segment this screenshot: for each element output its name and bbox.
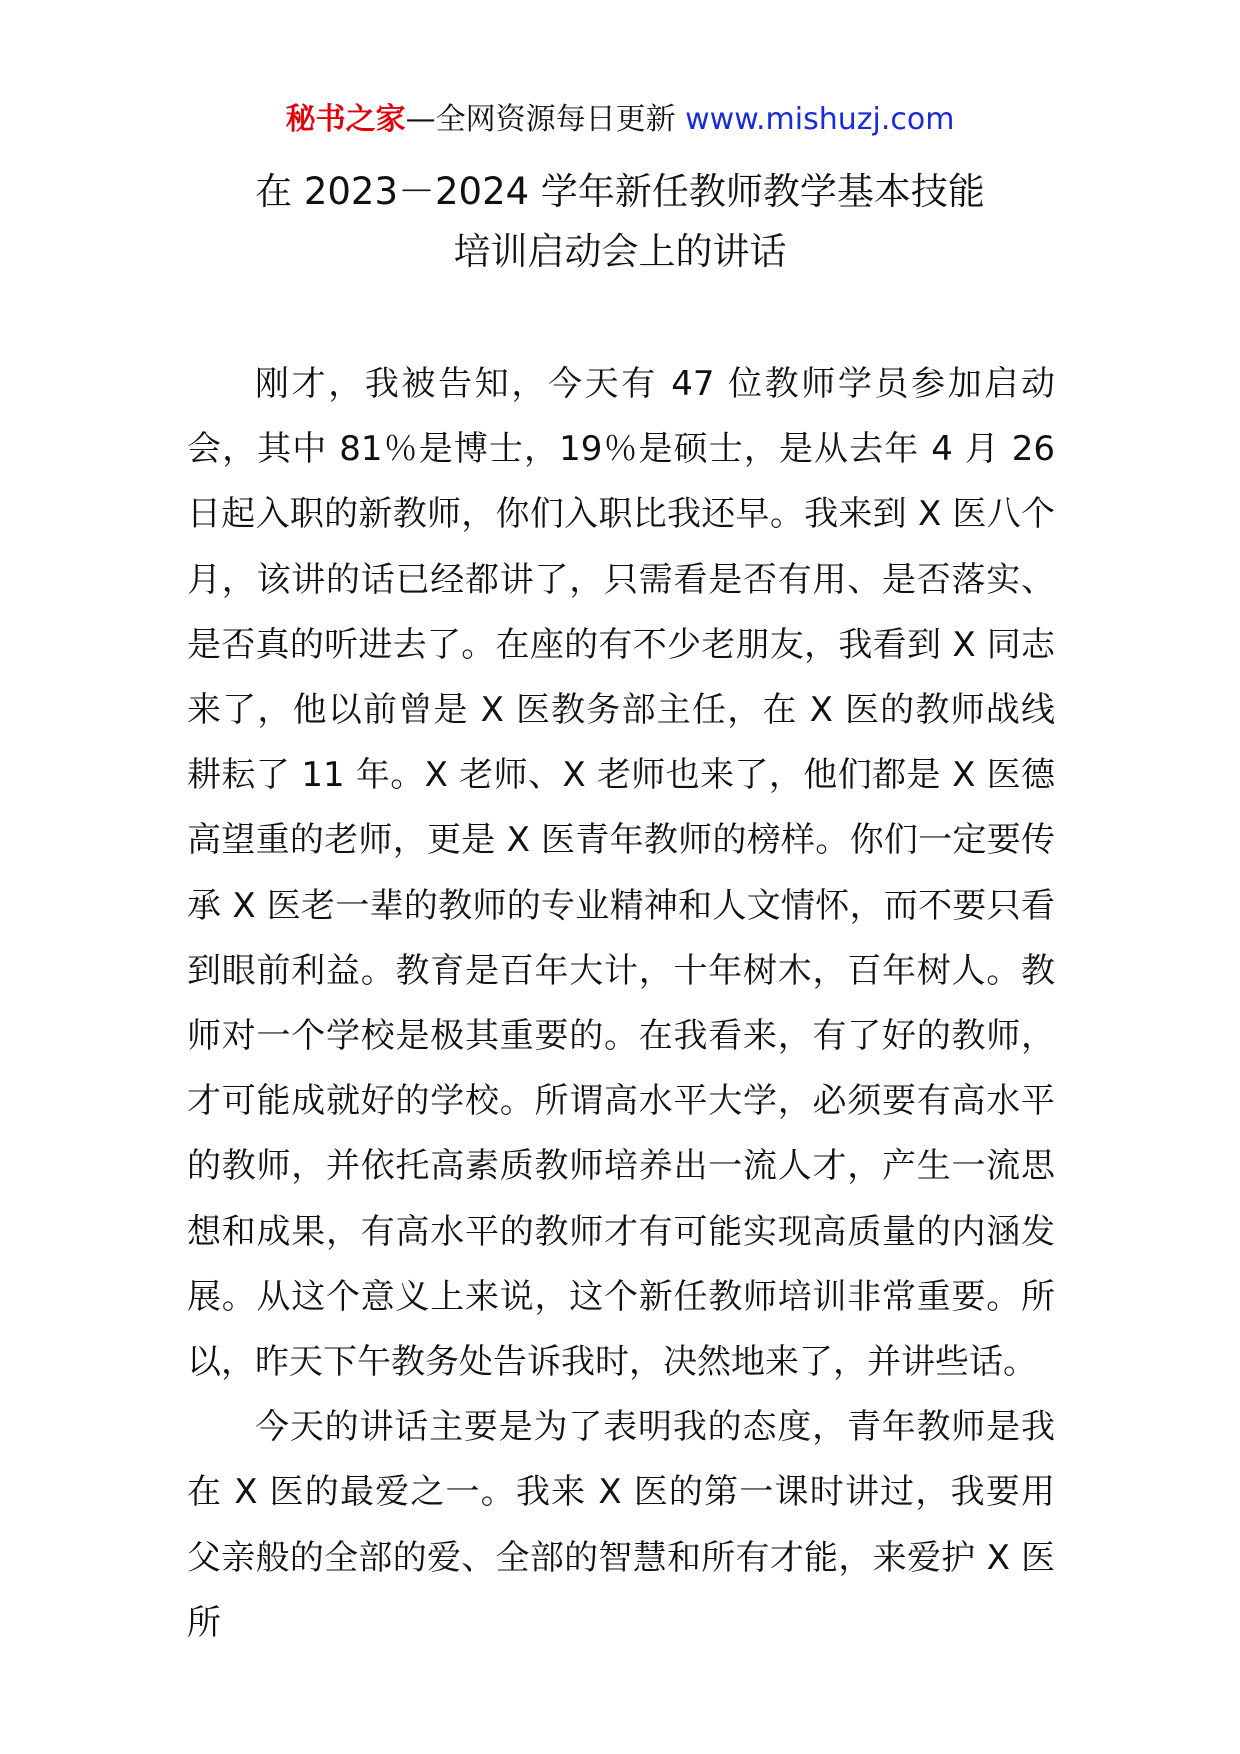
document-body [187, 352, 1055, 1656]
site-brand: 秘书之家 [285, 102, 406, 137]
site-url-link[interactable]: www.mishuzj.com [685, 102, 955, 137]
title-line-1: 在 2023－2024 学年新任教师教学基本技能 [255, 170, 985, 213]
title-line-2: 培训启动会上的讲话 [453, 230, 787, 273]
site-slogan: —全网资源每日更新 [405, 102, 686, 137]
paragraph-2: 今天的讲话主要是为了表明我的态度，青年教师是我在 X 医的最爱之一。我来 X 医的第一课时讲过，我要用父亲般的全部的爱、全部的智慧和所有才能，来爱护 X 医所 [187, 1407, 1055, 1643]
paragraph-1: 刚才，我被告知，今天有 47 位教师学员参加启动会，其中 81％是博士，19％是硕士，是从去年 4 月 26 日起入职的新教师，你们入职比我还早。我来到 X 医八个月，该讲的话已经都讲了，只需看是否有用、是否落实、是否真的听进去了。在座的有不少老朋友，我看到 X 同志来了，他以前曾是 X 医教务部主任，在 X 医的教师战线耕耘了 11 年。X 老师、X 老师也来了，他们都是 X 医德高望重的老师，更是 X 医青年教师的榜样。你们一定要传承 X 医老一辈的教师的专业精神和人文情怀，而不要只看到眼前利益。教育是百年大计，十年树木，百年树人。教师对一个学校是极其重要的。在我看来，有了好的教师，才可能成就好的学校。所谓高水平大学，必须要有高水平的教师，并依托高素质教师培养出一流人才，产生一流思想和成果，有高水平的教师才有可能实现高质量的内涵发展。从这个意义上来说，这个新任教师培训非常重要。所以，昨天下午教务处告诉我时，决然地来了，并讲些话。 [187, 364, 1055, 1383]
document-title [0, 162, 1240, 282]
site-header [0, 100, 1240, 140]
